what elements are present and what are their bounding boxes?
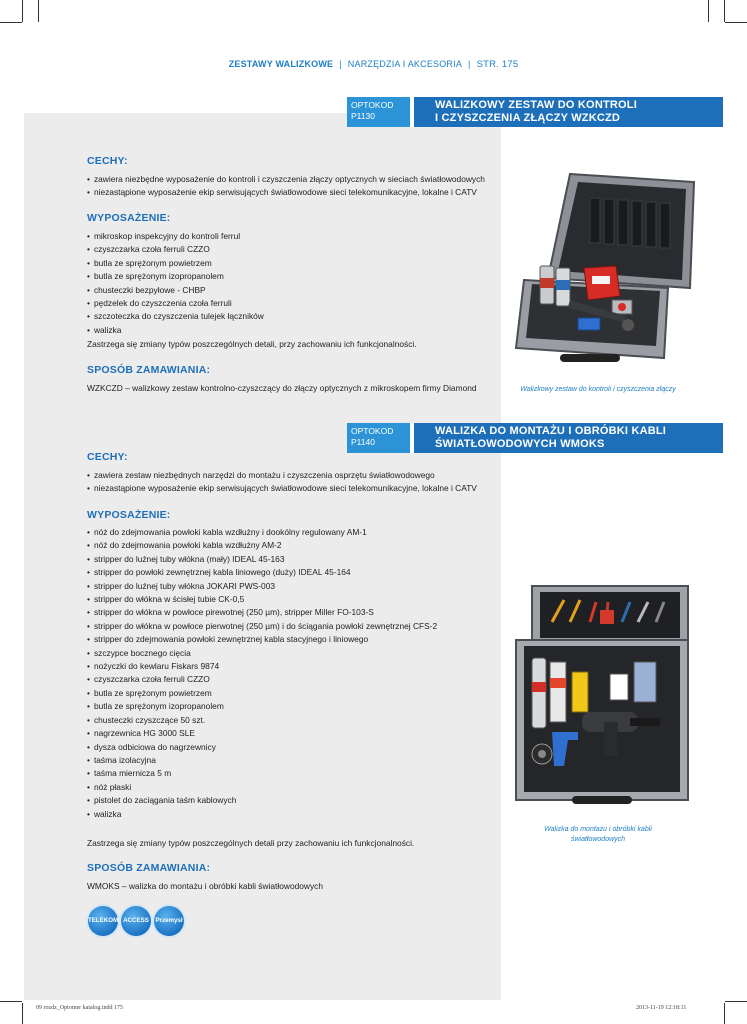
list-item: • taśma miernicza 5 m xyxy=(87,767,437,780)
product1-header xyxy=(347,97,723,127)
badge-telekom: TELEKOM xyxy=(88,906,118,936)
product1-order-heading: SPOSÓB ZAMAWIANIA: xyxy=(87,364,211,376)
crop-mark xyxy=(22,1003,23,1024)
header-category: NARZĘDZIA I AKCESORIA xyxy=(347,59,463,69)
list-item: • stripper do zdejmowania powłoki zewnętrznej kabla stacyjnego i liniowego xyxy=(87,633,437,646)
crop-mark xyxy=(708,0,709,22)
product1-caption: Walizkowy zestaw do kontroli i czyszczenia złączy xyxy=(520,386,676,393)
list-item: • butla ze sprężonym powietrzem xyxy=(87,687,437,700)
list-item: • walizka xyxy=(87,808,437,821)
list-item: • nagrzewnica HG 3000 SLE xyxy=(87,727,437,740)
list-item: • nóż do zdejmowania powłoki kabla wzdłużny AM-2 xyxy=(87,539,437,552)
product1-title: WALIZKOWY ZESTAW DO KONTROLI I CZYSZCZENIA ZŁĄCZY WZKCZD xyxy=(414,97,723,127)
list-item: • stripper do luźnej tuby włókna (mały) IDEAL 45-163 xyxy=(87,553,437,566)
product1-case-photo xyxy=(508,168,708,368)
list-item: • niezastąpione wyposażenie ekip serwisujących światłowodowe sieci telekomunikacyjne, lokalne i CATV xyxy=(87,186,485,199)
badge-przemysl: Przemysł xyxy=(154,906,184,936)
list-item: • mikroskop inspekcyjny do kontroli ferrul xyxy=(87,230,264,243)
list-item: • butla ze sprężonym izopropanolem xyxy=(87,700,437,713)
product1-equipment-list xyxy=(87,230,264,337)
list-item: • czyszczarka czoła ferruli CZZO xyxy=(87,673,437,686)
list-item: • nożyczki do kewlaru Fiskars 9874 xyxy=(87,660,437,673)
list-item: • stripper do powłoki zewnętrznej kabla liniowego (duży) IDEAL 45-164 xyxy=(87,566,437,579)
list-item: • walizka xyxy=(87,324,264,337)
crop-mark xyxy=(0,22,22,23)
running-header: ZESTAWY WALIZKOWE | NARZĘDZIA I AKCESORIA | STR. 175 xyxy=(228,59,519,70)
product2-order-text: WMOKS – walizka do montażu i obróbki kabli światłowodowych xyxy=(87,881,323,891)
badge-access: ACCESS xyxy=(121,906,151,936)
list-item: • taśma izolacyjna xyxy=(87,754,437,767)
list-item: • szczypce bocznego cięcia xyxy=(87,647,437,660)
product2-header xyxy=(347,423,723,453)
list-item: • szczoteczka do czyszczenia tulejek łączników xyxy=(87,310,264,323)
list-item: • stripper do włókna w ścisłej tubie CK-0,5 xyxy=(87,593,437,606)
product2-features-heading: CECHY: xyxy=(87,451,128,463)
list-item: • nóż do zdejmowania powłoki kabla wzdłużny i dookólny regulowany AM-1 xyxy=(87,526,437,539)
list-item: • zawiera zestaw niezbędnych narzędzi do montażu i czyszczenia osprzętu światłowodowego xyxy=(87,469,477,482)
product2-equipment-list xyxy=(87,526,437,821)
crop-mark xyxy=(724,0,725,22)
list-item: • stripper do luźnej tuby włókna JOKARI PWS-003 xyxy=(87,580,437,593)
list-item: • stripper do włókna w powłoce pierwotnej (250 µm) i do ściągania powłoki zewnętrznej CFS-2 xyxy=(87,620,437,633)
crop-mark xyxy=(0,1001,22,1002)
list-item: • chusteczki czyszczące 50 szt. xyxy=(87,714,437,727)
list-item: • niezastąpione wyposażenie ekip serwisujących światłowodowe sieci telekomunikacyjne, lokalne i CATV xyxy=(87,482,477,495)
list-item: • butla ze sprężonym izopropanolem xyxy=(87,270,264,283)
footer-timestamp: 2013-11-19 12:18:11 xyxy=(636,1005,687,1011)
product2-title: WALIZKA DO MONTAŻU I OBRÓBKI KABLI ŚWIATŁOWODOWYCH WMOKS xyxy=(414,423,723,453)
crop-mark xyxy=(22,0,23,22)
list-item: • stripper do włókna w powłoce pirewotnej (250 µm), stripper Miller FO-103-S xyxy=(87,606,437,619)
product2-optokod: OPTOKOD P1140 xyxy=(347,423,410,453)
product2-note: Zastrzega się zmiany typów poszczególnych detali przy zachowaniu ich funkcjonalności. xyxy=(87,838,415,848)
product1-equipment-heading: WYPOSAŻENIE: xyxy=(87,212,171,224)
product1-optokod: OPTOKOD P1130 xyxy=(347,97,410,127)
product2-features-list xyxy=(87,469,477,496)
product2-case-photo xyxy=(512,582,692,808)
list-item: • butla ze sprężonym powietrzem xyxy=(87,257,264,270)
product2-order-heading: SPOSÓB ZAMAWIANIA: xyxy=(87,862,211,874)
product1-features-list xyxy=(87,173,485,200)
crop-mark xyxy=(724,1003,725,1024)
crop-mark xyxy=(38,0,39,22)
list-item: • dysza odbiciowa do nagrzewnicy xyxy=(87,741,437,754)
header-section: ZESTAWY WALIZKOWE xyxy=(228,59,334,69)
product1-order-text: WZKCZD – walizkowy zestaw kontrolno-czyszczący do złączy optycznych z mikroskopem firmy Diamond xyxy=(87,383,477,393)
crop-mark xyxy=(725,22,747,23)
product2-equipment-heading: WYPOSAŻENIE: xyxy=(87,509,171,521)
footer-file: 09 rozdz_Optomer katalog.indd 175 xyxy=(36,1005,123,1011)
crop-mark xyxy=(725,1001,747,1002)
product2-caption: Walizka do montażu i obróbki kabli światłowodowych xyxy=(544,826,652,843)
header-page: STR. 175 xyxy=(476,59,519,70)
list-item: • pistolet do zaciągania taśm kablowych xyxy=(87,794,437,807)
list-item: • czyszczarka czoła ferruli CZZO xyxy=(87,243,264,256)
list-item: • zawiera niezbędne wyposażenie do kontroli i czyszczenia złączy optycznych w sieciach światłowodowych xyxy=(87,173,485,186)
product1-note: Zastrzega się zmiany typów poszczególnych detali, przy zachowaniu ich funkcjonalności. xyxy=(87,339,417,349)
list-item: • nóż płaski xyxy=(87,781,437,794)
product1-features-heading: CECHY: xyxy=(87,155,128,167)
list-item: • chusteczki bezpyłowe - CHBP xyxy=(87,284,264,297)
list-item: • pędzelek do czyszczenia czoła ferruli xyxy=(87,297,264,310)
